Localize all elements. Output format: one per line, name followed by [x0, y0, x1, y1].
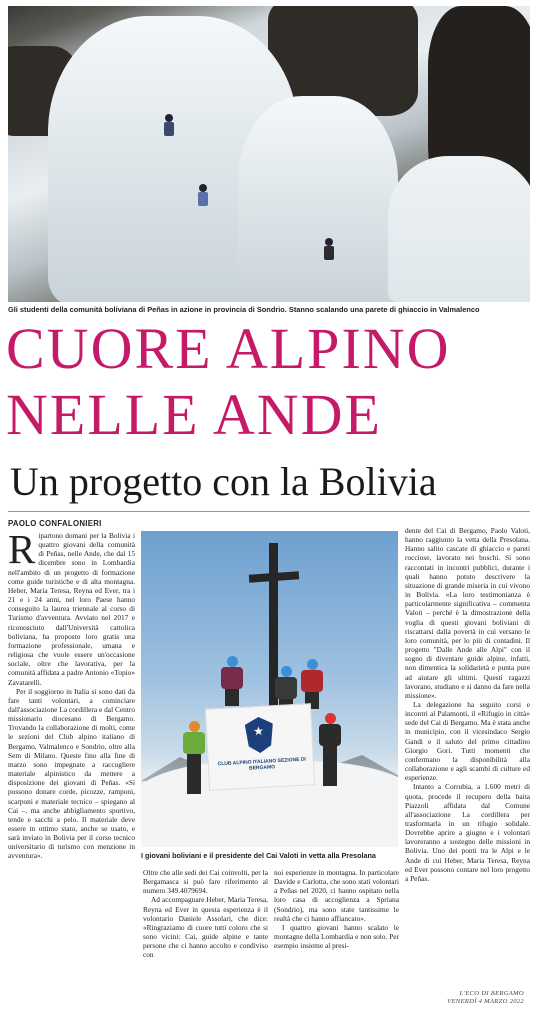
page-footer [447, 990, 524, 1006]
person-figure [183, 721, 205, 771]
issue-date: VENERDÌ 4 MARZO 2022 [447, 998, 524, 1005]
paragraph: ipartono domani per la Bolivia i quattro giovani della comunità di Peñas, nelle Ande, che dal 15 dicembre sono in Lombardia nell'ambito di un progetto di formazione come guide turistiche e di alta montagna. Heber, Maria Teresa, Reyna ed Ever, tra i 21 e i 24 anni, nel loro Paese hanno conseguito la laurea triennale al corso di Turismo d'avventura. Avviato nel 2017 e riconosciuto dall'Università cattolica boliviana, ha proposto loro gratis una formazione professionale, umana e religiosa che vuole essere un'occasione sociale, oltre che lavorativa, per la comunità affidata a padre Antonio «Topio» Zavatarelli. [8, 531, 135, 687]
article-column-3 [274, 868, 399, 977]
article-column-4 [405, 526, 530, 974]
banner-text: CLUB ALPINO ITALIANO SEZIONE DI BERGAMO [217, 756, 307, 772]
subheadline: Un progetto con la Bolivia [10, 459, 437, 504]
mid-photo-caption: I giovani boliviani e il presidente del Cai Valoti in vetta alla Presolana [141, 851, 376, 860]
person-figure [319, 713, 341, 763]
article-column-1 [8, 531, 135, 977]
summit-group-photo [141, 531, 398, 847]
headline-line-1: CUORE ALPINO [6, 316, 451, 381]
paragraph: Intanto a Corrubia, a 1.600 metri di quota, procede il recupero della baita Piazzoli affidata dal Comune all'associazione La cordillera per trasformarla in un rifugio solidale. Dovrebbe aprire a giugno e i volontari lavoreranno a sostegno delle missioni in Bolivia. Uno dei ponti tra le Alpi e le Ande di cui Heber, Maria Teresa, Reyna ed Ever possono contare nel loro progetto a Peñas. [405, 782, 530, 883]
ice-wall [238, 96, 398, 302]
cai-banner [205, 703, 315, 790]
climber-figure [324, 238, 334, 260]
paragraph: Per il soggiorno in Italia si sono dati da fare tanti volontari, a cominciare dall'associazione La cordillera e dal Centro missionario diocesano di Bergamo. Trovando la collaborazione di molti, come le sezioni del Club alpino italiano di Bergamo, Valmalenco e Sondrio, oltre alla Sem di Milano. Queste fino alla fine di marzo sono impegnate a raccogliere materiale alpinistico da mettere a disposizione dei giovani di Peñas. «Si possono donare corde, picozze, ramponi, scarponi e materiale tecnico – spiegano al Cai –, ma anche abbigliamento sportivo, tende e sacchi a pelo. Il materiale deve essere in ottimo stato, anche se usato, e sarà inviato in Bolivia per il corso tecnico universitario di turismo con menzione in avventura». [8, 686, 135, 861]
paragraph: dente del Cai di Bergamo, Paolo Valoti, hanno raggiunto la vetta della Presolana. Hanno salito cascate di ghiaccio e pareti rocciose, lavorato nei boschi. Si sono raccontati in incontri pubblici, durante i quali hanno potuto descrivere la situazione di grande miseria in cui vivono in Bolivia. «La loro testimonianza è particolarmente significativa – commenta Valoti – perché è la dimostrazione della voglia di questi giovani boliviani di riscattarsi dalla povertà in cui versano le loro comunità, per lo più di contadini. Il progetto "Dalle Ande alle Alpi" con il sogno di diventare guide alpine, infatti, non dimentica la solidarietà e punta pure ad aiutare gli ultimi. Questi ragazzi lavorano, studiano e si danno da fare nella missione». [405, 526, 530, 700]
ice-climbing-photo [8, 6, 530, 302]
person-figure [221, 656, 243, 706]
snow-slope [388, 156, 530, 302]
article-column-2 [143, 868, 268, 977]
climber-figure [198, 184, 208, 206]
person-figure [301, 659, 323, 709]
paragraph: I quattro giovani hanno scalato le montagne della Lombardia e non solo. Per esempio insieme al presi- [274, 922, 399, 951]
paragraph: Oltre che alle sedi dei Cai coinvolti, per la Bergamasca si può fare riferimento al numero 349.4079694. [143, 868, 268, 896]
star-icon: ★ [252, 723, 265, 739]
divider [8, 511, 530, 512]
climber-figure [164, 114, 174, 136]
top-photo-caption: Gli studenti della comunità boliviana di Peñas in azione in provincia di Sondrio. Stanno scalando una parete di ghiaccio in Valmalenco [8, 305, 480, 314]
newspaper-name: L'ECO DI BERGAMO [459, 990, 524, 997]
author-byline: PAOLO CONFALONIERI [8, 519, 102, 528]
paragraph: Ad accompagnare Heber, Maria Teresa, Reyna ed Ever in questa esperienza è il volontario Daniele Assolari, che dice: «Ringraziamo di cuore tutti coloro che si sono vicini: Cai, guide alpine e tante persone che ci hanno accolto e condiviso con [143, 895, 268, 960]
headline-line-2: NELLE ANDE [6, 382, 382, 447]
drop-cap: R [8, 531, 36, 572]
summit-cross-arm [249, 571, 299, 582]
paragraph: La delegazione ha seguito corsi e incontri al Palamonti, il «Rifugio in città» sede del Cai di Bergamo. Ma è stata anche in municipio, con il vicesindaco Sergio Gandi e il saluto del primo cittadino Giorgio Gori. Tutti momenti che confermano la disponibilità alla collaborazione e agli scambi di culture ed esperienze. [405, 699, 530, 783]
paragraph: noi esperienze in montagna. In particolare Davide e Carlotta, che sono stati volontari a Peñas nel 2020, ci hanno ospitato nella loro casa di accoglienza a Spriana (Sondrio), ma sono state tantissime le realtà che ci hanno affiancato». [274, 868, 399, 923]
